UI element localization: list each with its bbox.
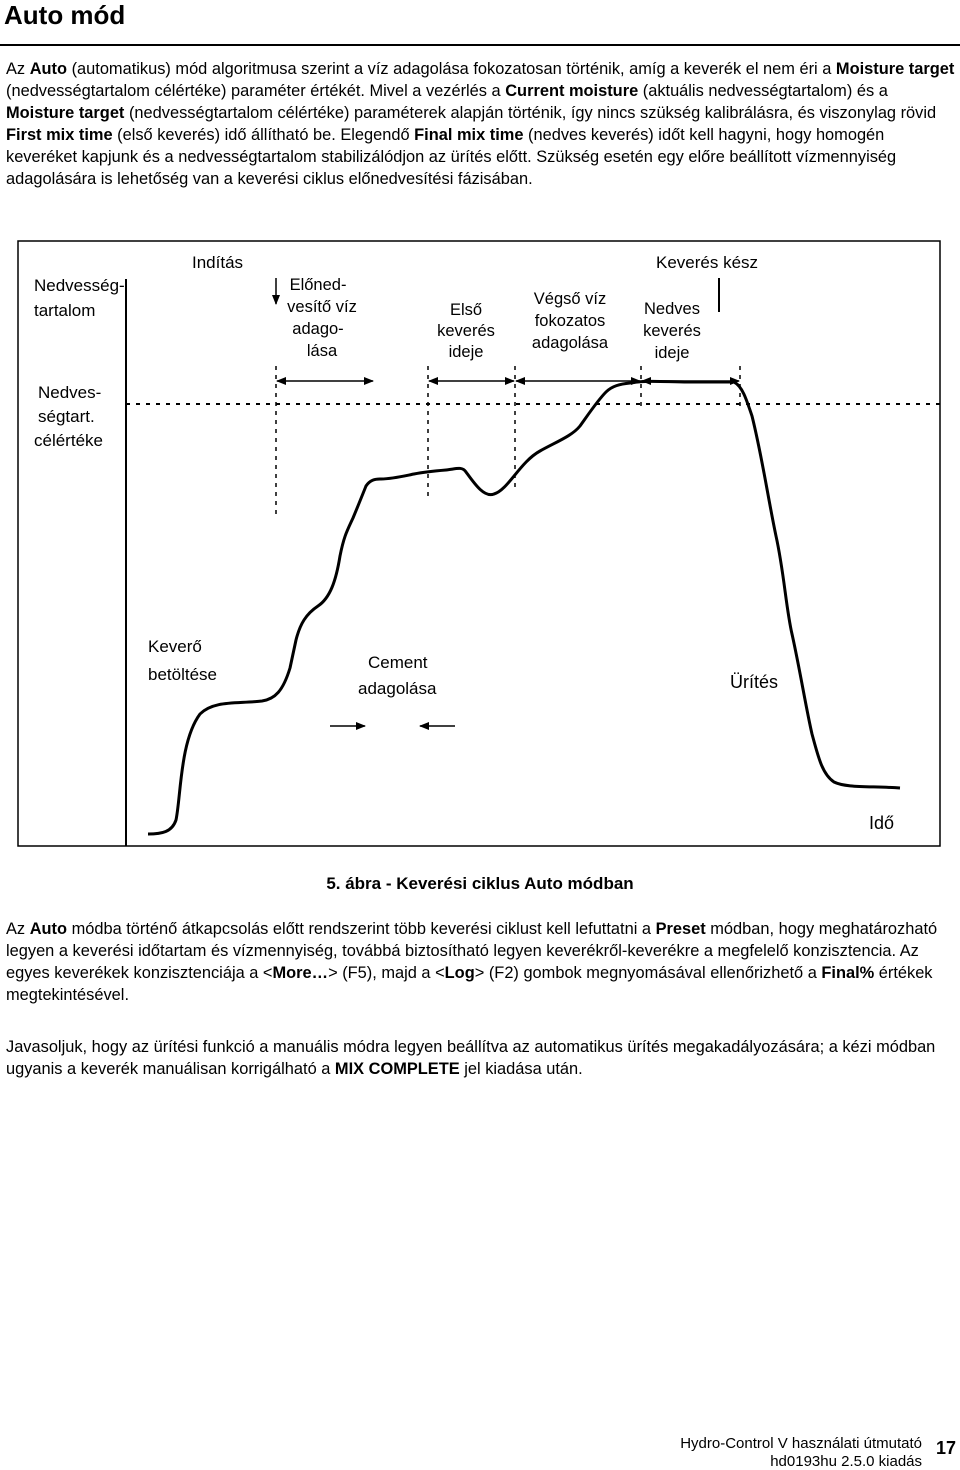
para2-run-10: értékek megtekintésével. bbox=[6, 964, 933, 1004]
mix-cycle-diagram bbox=[0, 236, 960, 861]
intro-run-1: Auto bbox=[29, 60, 68, 78]
page-title: Auto mód bbox=[4, 0, 126, 30]
prewet-label-2: vesítő víz bbox=[287, 298, 357, 316]
load-label-1: Keverő bbox=[148, 637, 202, 656]
wet-mix-label-2: keverés bbox=[643, 322, 701, 340]
cement-label-2: adagolása bbox=[358, 679, 437, 698]
para2-run-7: Log bbox=[444, 964, 475, 982]
target-label-3: célértéke bbox=[34, 431, 103, 450]
para2-run-1: Auto bbox=[29, 920, 68, 938]
intro-run-4: (nedvességtartalom célértéke) paraméter értékét. Mivel a vezérlés a bbox=[6, 82, 506, 100]
time-label: Idő bbox=[869, 813, 895, 833]
intro-run-9: First mix time bbox=[6, 126, 113, 144]
title-bar bbox=[0, 0, 960, 46]
intro-run-7: Moisture target bbox=[6, 104, 125, 122]
prewet-label-4: lása bbox=[306, 342, 338, 360]
start-label: Indítás bbox=[192, 253, 244, 272]
para2-run-5: More… bbox=[272, 964, 329, 982]
moisture-curve bbox=[148, 381, 900, 834]
figure-caption: 5. ábra - Keverési ciklus Auto módban bbox=[326, 874, 634, 893]
first-mix-label-1: Első bbox=[449, 301, 483, 319]
auto-mode-paragraph bbox=[6, 918, 956, 1006]
final-water-label-3: adagolása bbox=[531, 334, 609, 352]
final-water-label-2: fokozatos bbox=[534, 312, 606, 330]
moisture-axis-label-2: tartalom bbox=[34, 301, 96, 320]
para2-run-8: > (F2) gombok megnyomásával ellenőrizhető a bbox=[474, 964, 822, 982]
final-water-label-1: Végső víz bbox=[533, 290, 607, 308]
page-number: 17 bbox=[935, 1438, 956, 1458]
para2-run-6: > (F5), majd a < bbox=[328, 964, 445, 982]
discharge-paragraph bbox=[6, 1036, 956, 1080]
intro-run-11: Final mix time bbox=[414, 126, 524, 144]
phase-dividers bbox=[276, 366, 740, 516]
para2-run-9: Final% bbox=[821, 964, 875, 982]
para3-run-1: MIX COMPLETE bbox=[334, 1060, 460, 1078]
target-label-2: ségtart. bbox=[38, 407, 95, 426]
intro-run-12: (nedves keverés) időt kell hagyni, hogy homogén keveréket kapjunk és a nedvességtartalom stabilizálódjon az ürítés előtt. Szükség esetén egy előre beállított vízmennyiség adagolására is lehetőség van a keverési ciklus előnedvesítési fázisában. bbox=[6, 126, 897, 188]
para3-run-2: jel kiadása után. bbox=[459, 1060, 583, 1078]
footer-doc-id: hd0193hu 2.5.0 kiadás bbox=[770, 1453, 922, 1470]
intro-run-10: (első keverés) idő állítható be. Elegendő bbox=[112, 126, 415, 144]
footer-manual-name: Hydro-Control V használati útmutató bbox=[680, 1435, 922, 1452]
first-mix-label-3: ideje bbox=[448, 343, 484, 361]
intro-run-5: Current moisture bbox=[505, 82, 639, 100]
intro-run-2: (automatikus) mód algoritmusa szerint a víz adagolása fokozatosan történik, amíg a keverék el nem éri a bbox=[67, 60, 836, 78]
target-label-1: Nedves- bbox=[38, 383, 102, 402]
intro-run-8: (nedvességtartalom célértéke) paraméterek alapján történik, így nincs szükség kalibrálásra, és viszonylag rövid bbox=[124, 104, 937, 122]
wet-mix-label-3: ideje bbox=[654, 344, 690, 362]
cement-label-1: Cement bbox=[368, 653, 428, 672]
intro-run-3: Moisture target bbox=[835, 60, 955, 78]
para3-run-0: Javasoljuk, hogy az ürítési funkció a manuális módra legyen beállítva az automatikus ürítés megakadályozására; a kézi módban ugyanis a keverék manuálisan korrigálható a bbox=[6, 1038, 936, 1078]
first-mix-label-2: keverés bbox=[437, 322, 495, 340]
intro-paragraph bbox=[6, 58, 956, 190]
discharge-label: Ürítés bbox=[730, 672, 779, 692]
wet-mix-label-1: Nedves bbox=[644, 300, 700, 318]
prewet-label-1: Előned- bbox=[289, 276, 347, 294]
mix-done-label: Keverés kész bbox=[656, 253, 759, 272]
para2-run-4: módban, hogy meghatározható legyen a keverési időtartam és vízmennyiség, továbbá biztosítható legyen keverékről-keverékre a megfelelő konzisztencia. Az egyes keverékek konzisztenciája a < bbox=[6, 920, 938, 982]
prewet-label-3: adago- bbox=[292, 320, 344, 338]
intro-run-6: (aktuális nedvességtartalom) és a bbox=[638, 82, 888, 100]
para2-run-3: Preset bbox=[655, 920, 706, 938]
para2-run-2: módba történő átkapcsolás előtt rendszerint több keverési ciklust kell lefuttatni a bbox=[67, 920, 656, 938]
para2-run-0: Az bbox=[6, 920, 30, 938]
load-label-2: betöltése bbox=[148, 665, 217, 684]
moisture-axis-label-1: Nedvesség- bbox=[34, 276, 125, 295]
intro-run-0: Az bbox=[6, 60, 30, 78]
